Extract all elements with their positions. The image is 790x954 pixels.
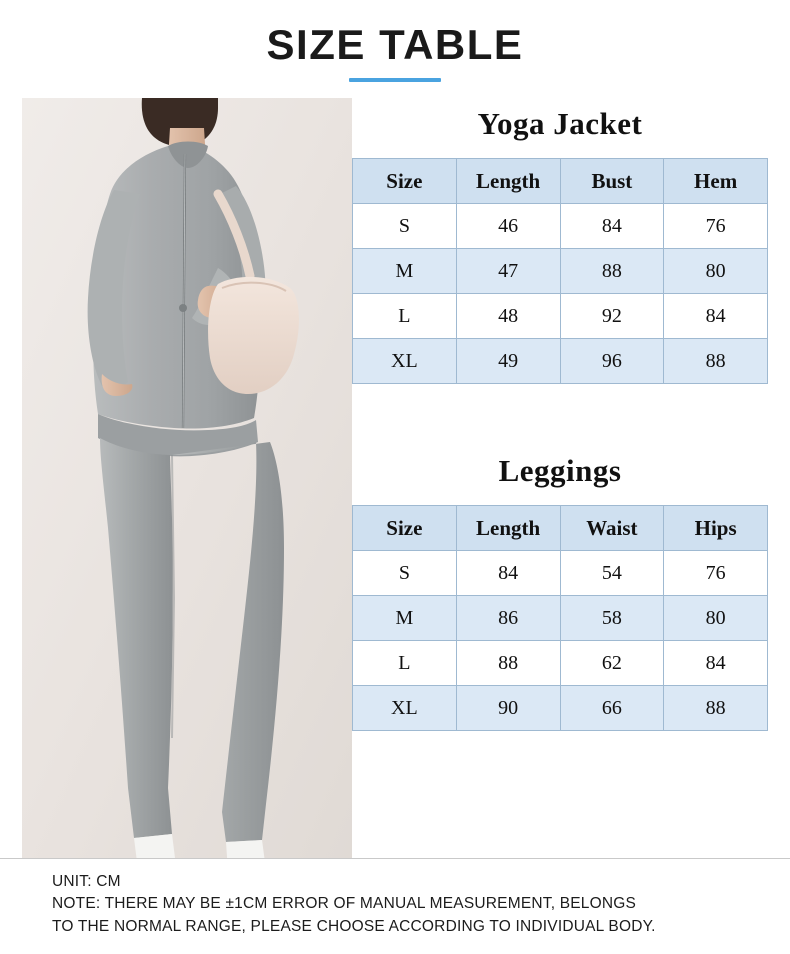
- cell-length: 48: [456, 294, 560, 339]
- cell-hips: 76: [664, 551, 768, 596]
- cell-size: L: [353, 641, 457, 686]
- cell-length: 90: [456, 686, 560, 731]
- table-block-yoga-jacket: [352, 106, 768, 384]
- table-row: [353, 249, 768, 294]
- table-row: [353, 204, 768, 249]
- table-row: [353, 686, 768, 731]
- column-header-waist: Waist: [560, 506, 664, 551]
- table-row: [353, 294, 768, 339]
- cell-waist: 62: [560, 641, 664, 686]
- cell-size: S: [353, 204, 457, 249]
- cell-bust: 84: [560, 204, 664, 249]
- column-header-hips: Hips: [664, 506, 768, 551]
- model-illustration: [22, 98, 352, 858]
- cell-hem: 76: [664, 204, 768, 249]
- cell-hem: 84: [664, 294, 768, 339]
- column-header-size: Size: [353, 506, 457, 551]
- cell-hips: 88: [664, 686, 768, 731]
- cell-size: M: [353, 596, 457, 641]
- cell-length: 47: [456, 249, 560, 294]
- cell-hem: 88: [664, 339, 768, 384]
- table-header-row: [353, 506, 768, 551]
- size-table-leggings: [352, 505, 768, 731]
- cell-bust: 92: [560, 294, 664, 339]
- size-table-yoga-jacket: [352, 158, 768, 384]
- cell-hips: 84: [664, 641, 768, 686]
- table-row: [353, 596, 768, 641]
- cell-waist: 58: [560, 596, 664, 641]
- cell-hips: 80: [664, 596, 768, 641]
- table-header-row: [353, 159, 768, 204]
- table-row: [353, 551, 768, 596]
- footer-note: [0, 858, 790, 954]
- page-header: [0, 0, 790, 98]
- table-title-leggings: Leggings: [498, 453, 622, 488]
- column-header-hem: Hem: [664, 159, 768, 204]
- content-area: [22, 98, 768, 858]
- tables-region: [352, 98, 768, 858]
- footer-note-line-1: NOTE: THERE MAY BE ±1CM ERROR OF MANUAL MEASUREMENT, BELONGS: [52, 895, 637, 913]
- cell-bust: 96: [560, 339, 664, 384]
- cell-size: M: [353, 249, 457, 294]
- table-row: [353, 641, 768, 686]
- cell-size: XL: [353, 339, 457, 384]
- column-header-size: Size: [353, 159, 457, 204]
- column-header-bust: Bust: [560, 159, 664, 204]
- column-header-length: Length: [456, 159, 560, 204]
- table-row: [353, 339, 768, 384]
- title-underline: [349, 78, 441, 82]
- cell-size: L: [353, 294, 457, 339]
- cell-hem: 80: [664, 249, 768, 294]
- footer-note-line-2: TO THE NORMAL RANGE, PLEASE CHOOSE ACCORDING TO INDIVIDUAL BODY.: [52, 917, 656, 935]
- page-title: SIZE TABLE: [266, 21, 524, 68]
- cell-waist: 54: [560, 551, 664, 596]
- table-title-yoga-jacket: Yoga Jacket: [477, 106, 643, 141]
- cell-length: 84: [456, 551, 560, 596]
- cell-size: XL: [353, 686, 457, 731]
- cell-length: 88: [456, 641, 560, 686]
- table-block-leggings: [352, 453, 768, 731]
- cell-size: S: [353, 551, 457, 596]
- cell-bust: 88: [560, 249, 664, 294]
- cell-waist: 66: [560, 686, 664, 731]
- cell-length: 49: [456, 339, 560, 384]
- product-photo: [22, 98, 352, 858]
- column-header-length: Length: [456, 506, 560, 551]
- cell-length: 86: [456, 596, 560, 641]
- footer-unit: UNIT: CM: [52, 873, 121, 890]
- cell-length: 46: [456, 204, 560, 249]
